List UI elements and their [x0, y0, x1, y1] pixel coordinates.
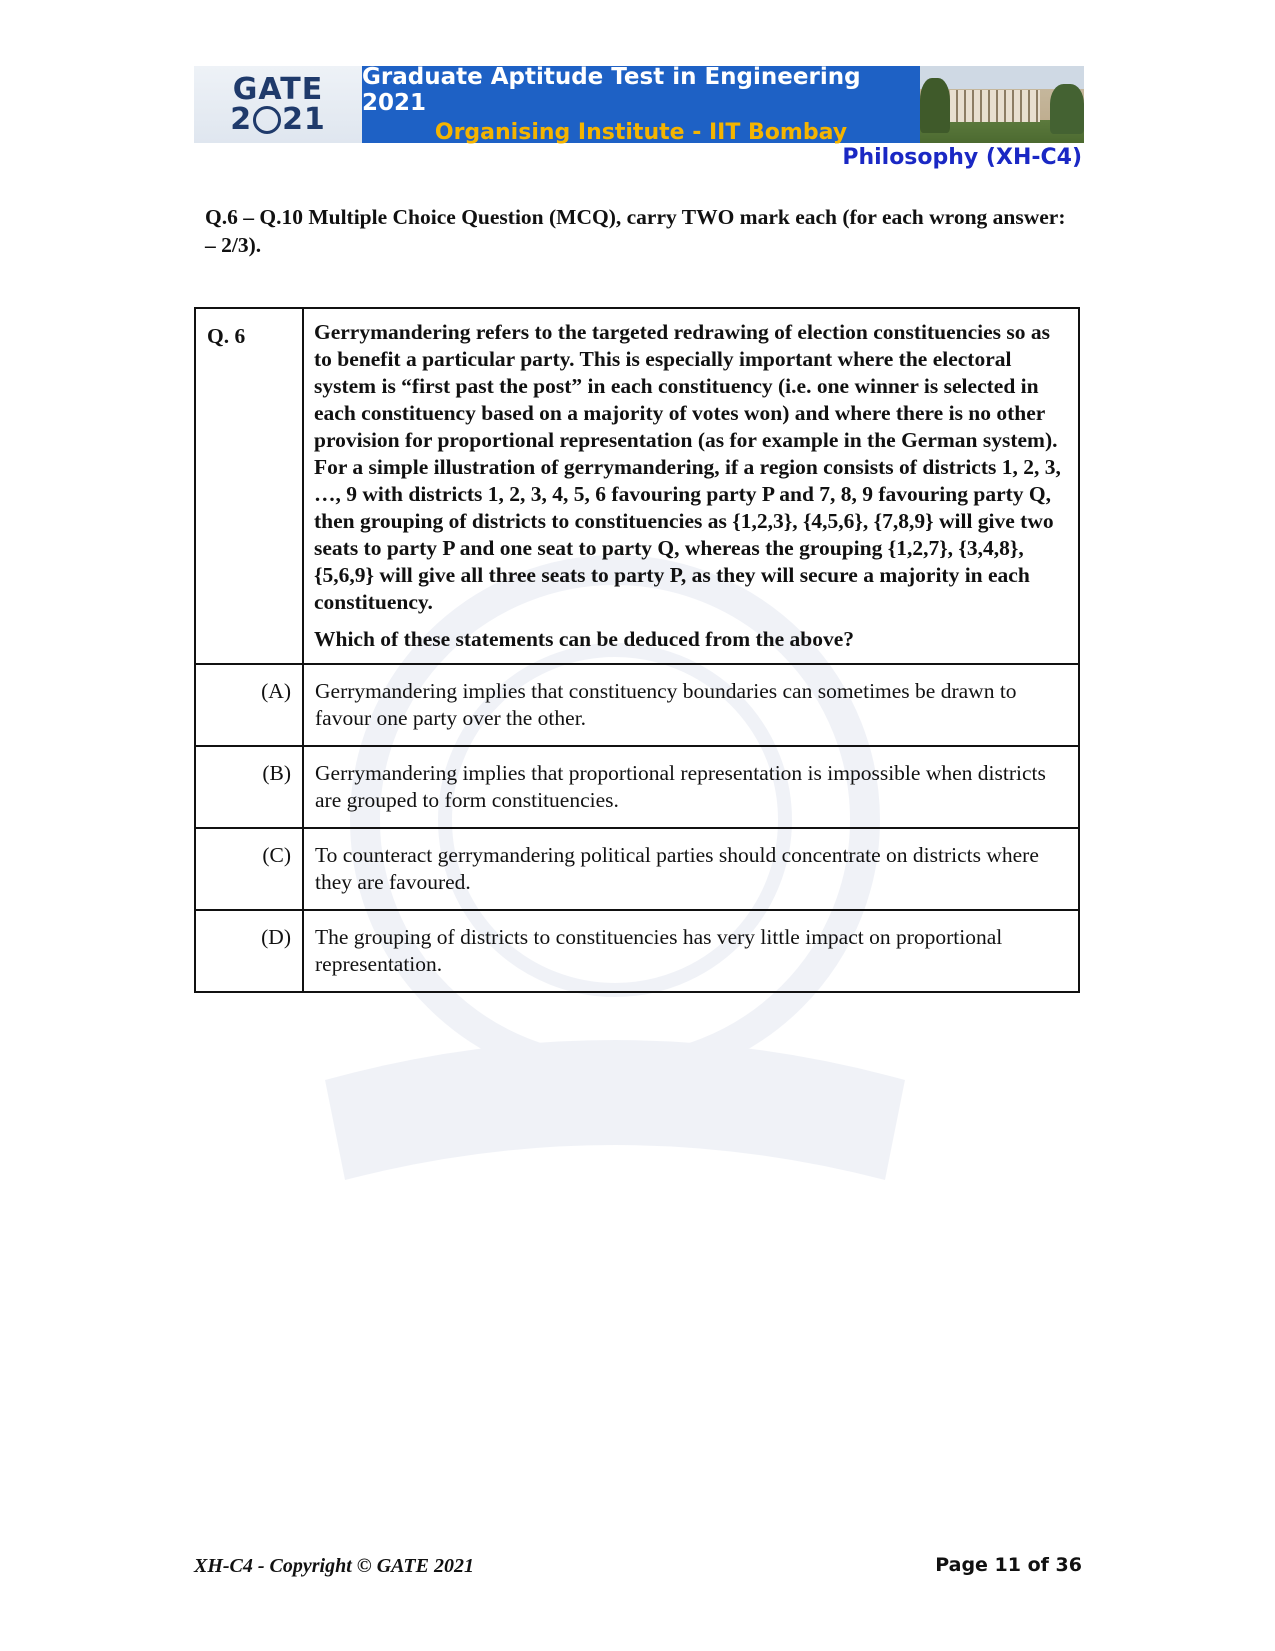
gate-logo	[194, 66, 362, 143]
option-label: (A)	[261, 679, 291, 703]
question-table	[194, 307, 1080, 993]
option-label-cell	[195, 910, 303, 992]
option-label: (D)	[261, 925, 291, 949]
option-text: Gerrymandering implies that constituency boundaries can sometimes be drawn to favour one party over the other.	[315, 679, 1017, 730]
page-number: Page 11 of 36	[935, 1554, 1082, 1576]
option-label-cell	[195, 746, 303, 828]
title-band	[362, 66, 920, 143]
building-icon	[950, 90, 1040, 122]
option-label: (C)	[262, 843, 291, 867]
logo-line-2	[230, 101, 326, 137]
option-text: The grouping of districts to constituencies has very little impact on proportional representation.	[315, 925, 1003, 976]
question-prompt: Which of these statements can be deduced from the above?	[314, 627, 855, 651]
option-text: To counteract gerrymandering political parties should concentrate on districts where they are favoured.	[315, 843, 1039, 894]
section-heading: Q.6 – Q.10 Multiple Choice Question (MCQ), carry TWO mark each (for each wrong answer: – 2/3).	[205, 205, 1066, 257]
header-banner	[194, 66, 1084, 143]
logo-digits: 21	[282, 101, 326, 137]
question-stem: Gerrymandering refers to the targeted redrawing of election constituencies so as to benefit a particular party. This is especially important where the electoral system is “first past the post” in each constituency (i.e. one winner is selected in each constituency based on a majority of votes won) and where there is no other provision for proportional representation (as for example in the German system). For a simple illustration of gerrymandering, if a region consists of districts 1, 2, 3, …, 9 with districts 1, 2, 3, 4, 5, 6 favouring party P and 7, 8, 9 favouring party Q, then grouping of districts to constituencies as {1,2,3}, {4,5,6}, {7,8,9} will give two seats to party P and one seat to party Q, whereas the grouping {1,2,7}, {3,4,8}, {5,6,9} will give all three seats to party P, as they will secure a majority in each constituency.	[314, 320, 1061, 614]
option-text-cell	[303, 910, 1079, 992]
option-label-cell	[195, 828, 303, 910]
tree-icon	[1050, 84, 1084, 134]
organising-institute: Organising Institute - IIT Bombay	[434, 120, 848, 145]
option-label-cell	[195, 664, 303, 746]
campus-photo	[920, 66, 1084, 143]
option-text-cell	[303, 664, 1079, 746]
tree-icon	[920, 78, 950, 133]
option-text-cell	[303, 746, 1079, 828]
question-number: Q. 6	[207, 324, 246, 348]
question-number-cell	[195, 308, 303, 664]
option-label: (B)	[262, 761, 291, 785]
seal-icon	[253, 106, 281, 134]
subject-title: Philosophy (XH-C4)	[842, 145, 1082, 170]
option-row	[195, 910, 1079, 992]
question-row	[195, 308, 1079, 664]
option-row	[195, 664, 1079, 746]
option-row	[195, 746, 1079, 828]
option-text: Gerrymandering implies that proportional representation is impossible when districts are grouped to form constituencies.	[315, 761, 1046, 812]
option-text-cell	[303, 828, 1079, 910]
logo-line-1: GATE	[232, 71, 324, 107]
logo-digit: 2	[230, 101, 253, 137]
footer-copyright: XH-C4 - Copyright © GATE 2021	[194, 1555, 474, 1577]
option-row	[195, 828, 1079, 910]
exam-title: Graduate Aptitude Test in Engineering 2021	[362, 64, 861, 116]
question-body-cell	[303, 308, 1079, 664]
